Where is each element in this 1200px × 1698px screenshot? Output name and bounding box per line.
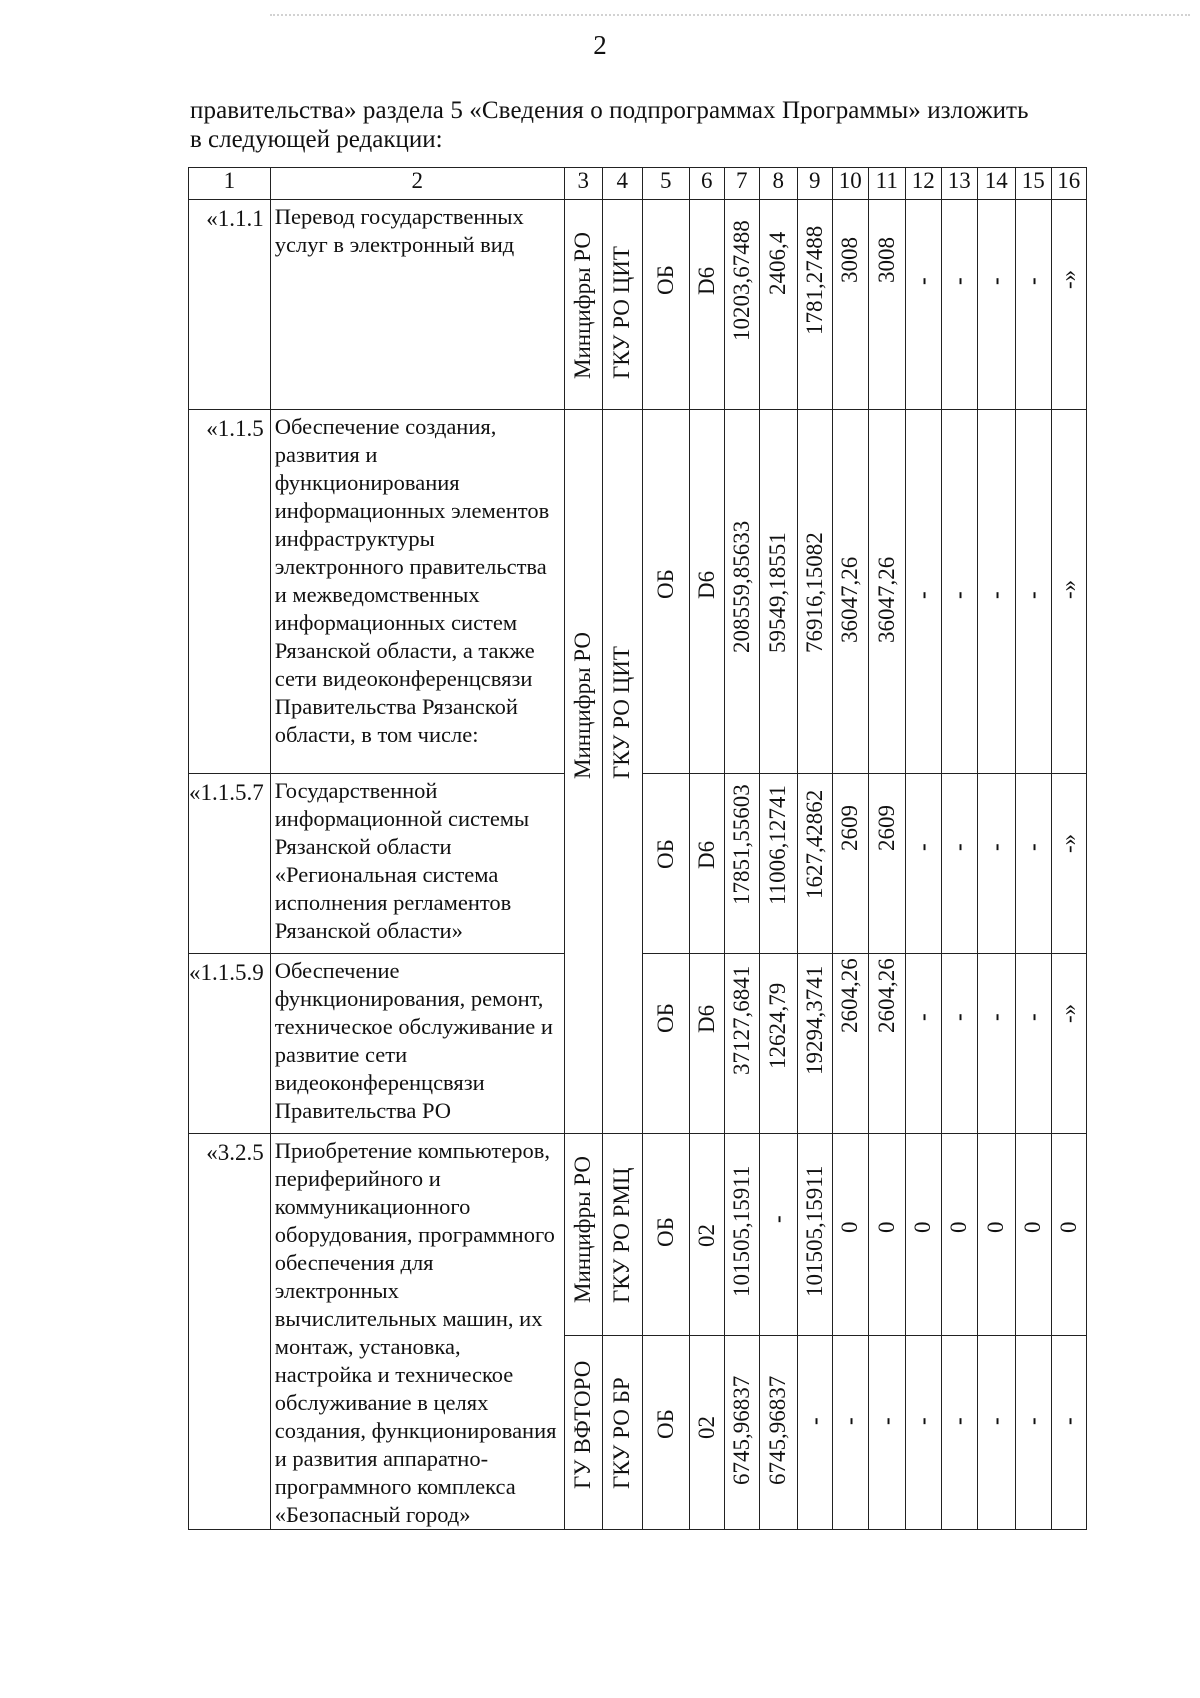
value-total: 101505,15911 bbox=[728, 1166, 754, 1298]
col-header-6: 6 bbox=[689, 168, 724, 200]
value-col-10: 2609 bbox=[837, 805, 863, 851]
value-col-15: - bbox=[1020, 591, 1046, 599]
value-col-16: -» bbox=[1055, 579, 1081, 599]
value-col-8: 59549,18551 bbox=[765, 532, 791, 653]
value-col-14: - bbox=[983, 1417, 1009, 1425]
value-total: 37127,6841 bbox=[728, 965, 754, 1075]
value-col-14: - bbox=[983, 591, 1009, 599]
row-description: Государственной информационной системы Рязанской области «Региональная система исполнения регламентов Рязанской области» bbox=[270, 774, 564, 954]
value-col-13: - bbox=[946, 1417, 972, 1425]
value-col-9: 19294,3741 bbox=[801, 965, 827, 1075]
col-header-14: 14 bbox=[977, 168, 1015, 200]
value-col-16: - bbox=[1055, 1417, 1081, 1425]
participant: ГКУ РО ЦИТ bbox=[609, 646, 635, 779]
budget-source: ОБ bbox=[652, 1003, 678, 1033]
value-col-8: 6745,96837 bbox=[765, 1375, 791, 1485]
col-header-9: 9 bbox=[797, 168, 832, 200]
value-col-14: - bbox=[983, 1013, 1009, 1021]
code: 02 bbox=[693, 1224, 719, 1248]
value-col-15: 0 bbox=[1020, 1221, 1046, 1234]
value-col-12: 0 bbox=[910, 1221, 936, 1234]
value-col-12: - bbox=[910, 1013, 936, 1021]
col-header-5: 5 bbox=[642, 168, 689, 200]
participant: ГКУ РО ЦИТ bbox=[609, 246, 635, 379]
row-number: «1.1.5 bbox=[189, 410, 271, 774]
col-header-13: 13 bbox=[941, 168, 977, 200]
value-col-11: - bbox=[873, 1417, 899, 1425]
page-number: 2 bbox=[593, 30, 607, 60]
table-row bbox=[189, 200, 1087, 410]
code: D6 bbox=[693, 1004, 719, 1033]
value-col-8: - bbox=[765, 1215, 791, 1224]
value-col-16: -» bbox=[1055, 1003, 1081, 1023]
value-col-10: 36047,26 bbox=[837, 556, 863, 643]
value-col-8: 12624,79 bbox=[765, 982, 791, 1069]
budget-source: ОБ bbox=[652, 569, 678, 599]
participant: ГКУ РО РМЦ bbox=[609, 1167, 635, 1304]
intro-line-2: в следующей редакции: bbox=[190, 126, 443, 153]
value-col-15: - bbox=[1020, 1417, 1046, 1425]
col-header-7: 7 bbox=[724, 168, 759, 200]
subprogram-table bbox=[188, 167, 1087, 1530]
col-header-8: 8 bbox=[759, 168, 797, 200]
responsible-executor: Минцифры РО bbox=[570, 232, 596, 379]
value-col-14: 0 bbox=[983, 1221, 1009, 1234]
value-col-12: - bbox=[910, 843, 936, 851]
col-header-2: 2 bbox=[270, 168, 564, 200]
value-col-11: 0 bbox=[873, 1221, 899, 1234]
row-number: «1.1.1 bbox=[189, 200, 271, 410]
code: D6 bbox=[693, 570, 719, 599]
value-total: 17851,55603 bbox=[728, 784, 754, 905]
value-col-10: 3008 bbox=[837, 237, 863, 283]
code: D6 bbox=[693, 266, 719, 295]
value-col-9: 1781,27488 bbox=[801, 225, 827, 335]
value-col-11: 3008 bbox=[873, 237, 899, 283]
intro-text bbox=[190, 96, 1170, 154]
value-col-16: -» bbox=[1055, 833, 1081, 853]
value-col-12: - bbox=[910, 591, 936, 599]
row-number: «1.1.5.9 bbox=[189, 954, 271, 1134]
value-col-10: - bbox=[837, 1417, 863, 1425]
value-col-13: - bbox=[946, 277, 972, 285]
table-row bbox=[189, 410, 1087, 774]
value-col-9: - bbox=[801, 1417, 827, 1425]
value-col-12: - bbox=[910, 277, 936, 285]
value-col-13: - bbox=[946, 591, 972, 599]
col-header-12: 12 bbox=[905, 168, 941, 200]
row-number: «3.2.5 bbox=[189, 1134, 271, 1530]
value-col-9: 101505,15911 bbox=[801, 1166, 827, 1298]
value-col-11: 36047,26 bbox=[873, 556, 899, 643]
value-col-15: - bbox=[1020, 1013, 1046, 1021]
value-col-8: 11006,12741 bbox=[765, 785, 791, 905]
row-description: Обеспечение создания, развития и функционирования информационных элементов инфраструктуры электронного правительства и межведомственных информационных систем Рязанской области, а также сети видеоконференцсвязи Правительства Рязанской области, в том числе: bbox=[270, 410, 564, 774]
value-col-12: - bbox=[910, 1417, 936, 1425]
budget-source: ОБ bbox=[652, 1217, 678, 1248]
value-total: 6745,96837 bbox=[728, 1375, 754, 1485]
value-col-9: 1627,42862 bbox=[801, 789, 827, 899]
budget-source: ОБ bbox=[652, 839, 678, 869]
col-header-1: 1 bbox=[189, 168, 271, 200]
value-col-13: - bbox=[946, 1013, 972, 1021]
participant: ГКУ РО БР bbox=[609, 1377, 635, 1489]
scan-artifact bbox=[270, 14, 1190, 22]
responsible-executor: Минцифры РО bbox=[570, 632, 596, 779]
value-col-9: 76916,15082 bbox=[801, 532, 827, 653]
intro-line-1: правительства» раздела 5 «Сведения о подпрограммах Программы» изложить bbox=[190, 97, 1029, 124]
value-col-11: 2604,26 bbox=[873, 958, 899, 1033]
row-number: «1.1.5.7 bbox=[189, 774, 271, 954]
header-row bbox=[189, 168, 1087, 200]
table-row bbox=[189, 1134, 1087, 1336]
value-col-13: - bbox=[946, 843, 972, 851]
responsible-executor: Минцифры РО bbox=[570, 1156, 596, 1304]
col-header-16: 16 bbox=[1051, 168, 1086, 200]
value-col-8: 2406,4 bbox=[765, 231, 791, 295]
value-total: 10203,67488 bbox=[728, 220, 754, 341]
row-description: Перевод государственных услуг в электронный вид bbox=[270, 200, 564, 410]
value-col-14: - bbox=[983, 843, 1009, 851]
value-col-10: 2604,26 bbox=[837, 958, 863, 1033]
col-header-10: 10 bbox=[832, 168, 868, 200]
value-col-11: 2609 bbox=[873, 805, 899, 851]
value-col-15: - bbox=[1020, 277, 1046, 285]
code: D6 bbox=[693, 840, 719, 869]
value-col-16: -» bbox=[1055, 269, 1081, 289]
row-description: Обеспечение функционирования, ремонт, техническое обслуживание и развитие сети видеоконференцсвязи Правительства РО bbox=[270, 954, 564, 1134]
col-header-3: 3 bbox=[564, 168, 602, 200]
code: 02 bbox=[693, 1416, 719, 1439]
row-description: Приобретение компьютеров, периферийного и коммуникационного оборудования, программного обеспечения для электронных вычислительных машин, их монтаж, установка, настройка и техническое обслуживание в целях создания, функционирования и развития аппаратно-программного комплекса «Безопасный город» bbox=[270, 1134, 564, 1530]
col-header-4: 4 bbox=[602, 168, 642, 200]
value-col-10: 0 bbox=[837, 1221, 863, 1234]
col-header-15: 15 bbox=[1015, 168, 1051, 200]
value-col-16: 0 bbox=[1055, 1221, 1081, 1234]
value-total: 208559,85633 bbox=[728, 520, 754, 653]
responsible-executor: ГУ ВФТОРО bbox=[570, 1360, 596, 1489]
value-col-13: 0 bbox=[946, 1221, 972, 1234]
budget-source: ОБ bbox=[652, 265, 678, 295]
value-col-15: - bbox=[1020, 843, 1046, 851]
col-header-11: 11 bbox=[868, 168, 905, 200]
value-col-14: - bbox=[983, 277, 1009, 285]
budget-source: ОБ bbox=[652, 1409, 678, 1439]
